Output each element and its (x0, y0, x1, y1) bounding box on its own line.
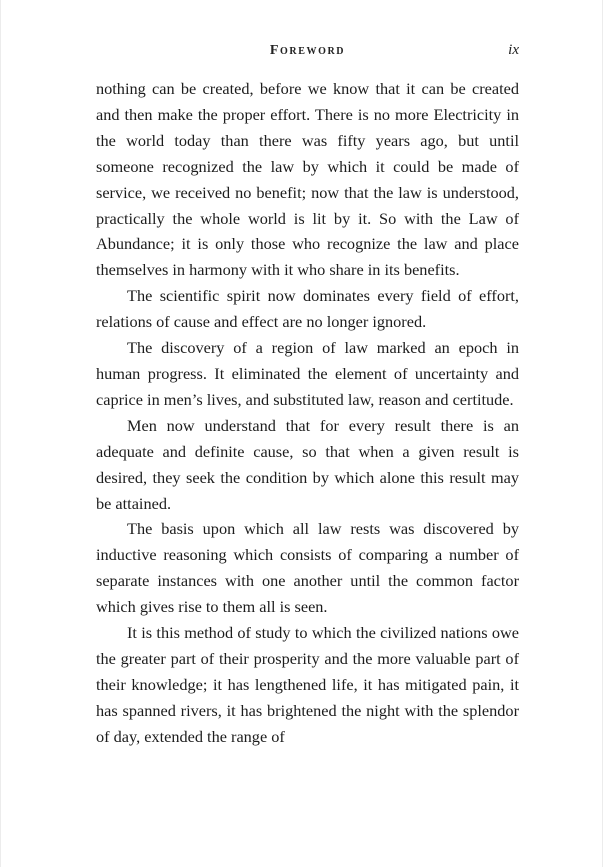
paragraph: It is this method of study to which the civilized nations owe the greater part of their prosperity and the more valuable part of their knowledge; it has lengthened life, it has mitigated pain, it has spanned rivers, it has brightened the night with the splendor of day, extended the range of (96, 623, 519, 746)
paragraph: The basis upon which all law rests was discovered by inductive reasoning which consists of comparing a number of separate instances with one another until the common factor which gives rise to them all is seen. (96, 519, 519, 617)
running-head (96, 41, 519, 63)
paragraph: The discovery of a region of law marked an epoch in human progress. It eliminated the element of uncertainty and caprice in men’s lives, and substituted law, reason and certitude. (96, 338, 519, 409)
paragraph: Men now understand that for every result there is an adequate and definite cause, so that when a given result is desired, they seek the condition by which alone this result may be attained. (96, 415, 519, 513)
paragraph-continuation: nothing can be created, before we know that it can be created and then make the proper effort. There is no more Electricity in the world today than there was fifty years ago, but until someone recognized the law by which it could be made of service, we received no benefit; now that the law is understood, practically the whole world is lit by it. So with the Law of Abundance; it is only those who recognize the law and place themselves in harmony with it who share in its benefits. (96, 79, 519, 280)
body-text (96, 76, 519, 750)
paragraph: The scientific spirit now dominates every field of effort, relations of cause and effect are no longer ignored. (96, 286, 519, 332)
page-number: ix (508, 42, 519, 58)
chapter-title: Foreword (269, 43, 346, 58)
